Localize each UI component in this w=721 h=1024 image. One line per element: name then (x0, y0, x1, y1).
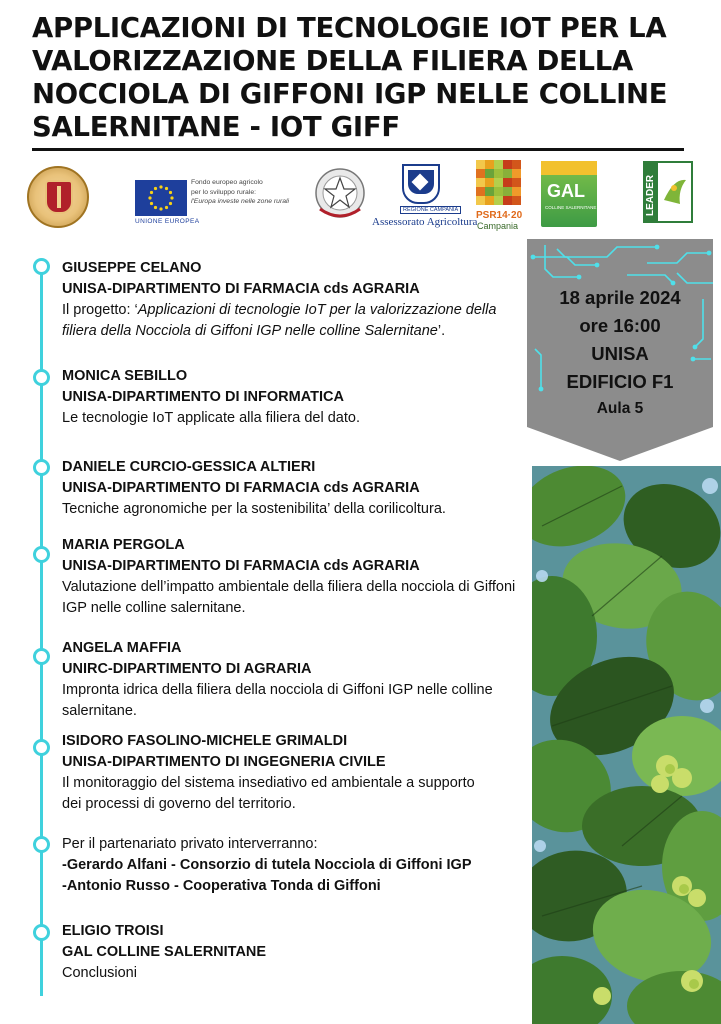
timeline-dot (33, 546, 50, 563)
partner-line: -Gerardo Alfani - Consorzio di tutela Nocciola di Giffoni IGP (62, 857, 472, 873)
gal-logo: GAL COLLINE SALERNITANE (541, 161, 597, 229)
timeline-dot (33, 258, 50, 275)
speaker-name: ISIDORO FASOLINO-MICHELE GRIMALDI (62, 733, 348, 749)
psr-mosaic-tile (503, 169, 512, 178)
private-partners-entry (62, 834, 532, 897)
timeline-dot (33, 739, 50, 756)
speaker-topic: Il progetto: ‘Applicazioni di tecnologie IoT per la valorizzazione della filiera della Nocciola di Giffoni IGP nelle colline Salernitane’. (62, 302, 497, 339)
speaker-topic: Conclusioni (62, 965, 137, 981)
psr-mosaic-tile (476, 196, 485, 205)
speaker-name: GIUSEPPE CELANO (62, 260, 202, 276)
psr-mosaic-tile (485, 160, 494, 169)
speaker-topic: Impronta idrica della filiera della nocciola di Giffoni IGP nelle colline salernitane. (62, 682, 493, 719)
speaker-topic: Tecniche agronomiche per la sostenibilita’ della corilicoltura. (62, 501, 446, 517)
psr-mosaic-tile (485, 178, 494, 187)
speaker-entry (62, 638, 507, 722)
psr-mosaic-tile (503, 187, 512, 196)
leader-text: LEADER (645, 174, 656, 216)
psr-mosaic-tile (512, 187, 521, 196)
psr-mosaic-tile (476, 187, 485, 196)
psr-mosaic-tile (503, 178, 512, 187)
psr-mosaic-tile (476, 169, 485, 178)
event-date: 18 aprile 2024 (559, 287, 681, 308)
timeline-dot (33, 924, 50, 941)
campania-shield-icon (402, 164, 440, 204)
psr-mosaic-tile (476, 160, 485, 169)
speaker-entry (62, 258, 522, 342)
psr-campania-logo: PSR14·20 Campania (476, 160, 524, 230)
event-building: EDIFICIO F1 (566, 371, 674, 392)
speaker-entry (62, 457, 532, 520)
psr-mosaic-tile (512, 160, 521, 169)
psr-mosaic-tile (494, 187, 503, 196)
event-time: ore 16:00 (579, 315, 661, 336)
eu-flag-logo (135, 180, 187, 216)
regione-campania-logo: REGIONE CAMPANIA Assessorato Agricoltura (372, 164, 470, 232)
speaker-dept: UNIRC-DIPARTIMENTO DI AGRARIA (62, 661, 312, 677)
psr-mosaic-tile (494, 160, 503, 169)
speaker-entry (62, 535, 532, 619)
timeline-dot (33, 369, 50, 386)
partner-line: -Antonio Russo - Cooperativa Tonda di Giffoni (62, 878, 381, 894)
partners-intro: Per il partenariato privato interverranno: (62, 836, 318, 852)
eafrd-text: Fondo europeo agricolo per lo sviluppo rurale: l'Europa investe nelle zone rurali (191, 179, 290, 205)
speaker-entry (62, 921, 532, 984)
speaker-dept: UNISA-DIPARTIMENTO DI INGEGNERIA CIVILE (62, 754, 386, 770)
speaker-dept: UNISA-DIPARTIMENTO DI FARMACIA cds AGRARIA (62, 281, 420, 297)
speaker-dept: UNISA-DIPARTIMENTO DI INFORMATICA (62, 389, 344, 405)
unisa-seal-logo (27, 166, 89, 228)
speaker-entry (62, 731, 482, 815)
psr-mosaic-tile (485, 187, 494, 196)
speaker-dept: GAL COLLINE SALERNITANE (62, 944, 267, 960)
timeline-dot (33, 648, 50, 665)
psr-mosaic-tile (512, 196, 521, 205)
speaker-topic: Le tecnologie IoT applicate alla filiera del dato. (62, 410, 360, 426)
psr-mosaic-tile (494, 196, 503, 205)
speaker-entry (62, 366, 532, 429)
speaker-name: DANIELE CURCIO-GESSICA ALTIERI (62, 459, 316, 475)
psr-mosaic-tile (494, 178, 503, 187)
speaker-name: ELIGIO TROISI (62, 923, 164, 939)
eu-caption: UNIONE EUROPEA (135, 218, 200, 225)
page-title: APPLICAZIONI DI TECNOLOGIE IOT PER LA VALORIZZAZIONE DELLA FILIERA DELLA NOCCIOLA DI GIFFONI IGP NELLE COLLINE SALERNITANE - IOT GIFF (32, 12, 668, 143)
event-room: Aula 5 (596, 400, 644, 417)
psr-mosaic-tile (512, 178, 521, 187)
psr-mosaic-tile (503, 196, 512, 205)
psr-mosaic-tile (512, 169, 521, 178)
event-date-banner (527, 239, 713, 461)
speaker-dept: UNISA-DIPARTIMENTO DI FARMACIA cds AGRARIA (62, 558, 420, 574)
speaker-name: MONICA SEBILLO (62, 368, 188, 384)
speaker-topic: Valutazione dell’impatto ambientale della filiera della nocciola di Giffoni IGP nelle colline salernitane. (62, 579, 516, 616)
psr-mosaic-tile (476, 178, 485, 187)
leader-logo (640, 160, 694, 226)
psr-mosaic-tile (503, 160, 512, 169)
psr-mosaic-tile (485, 196, 494, 205)
speaker-dept: UNISA-DIPARTIMENTO DI FARMACIA cds AGRARIA (62, 480, 420, 496)
speaker-name: ANGELA MAFFIA (62, 640, 182, 656)
timeline-dot (33, 459, 50, 476)
psr-mosaic-tile (494, 169, 503, 178)
timeline-dot (33, 836, 50, 853)
italian-republic-emblem (312, 165, 368, 225)
title-divider (32, 148, 684, 151)
speaker-name: MARIA PERGOLA (62, 537, 185, 553)
event-venue: UNISA (591, 343, 649, 364)
speaker-topic: Il monitoraggio del sistema insediativo ed ambientale a supporto dei processi di governo del territorio. (62, 775, 475, 812)
psr-mosaic-tile (485, 169, 494, 178)
hazelnut-photo (532, 466, 721, 1024)
